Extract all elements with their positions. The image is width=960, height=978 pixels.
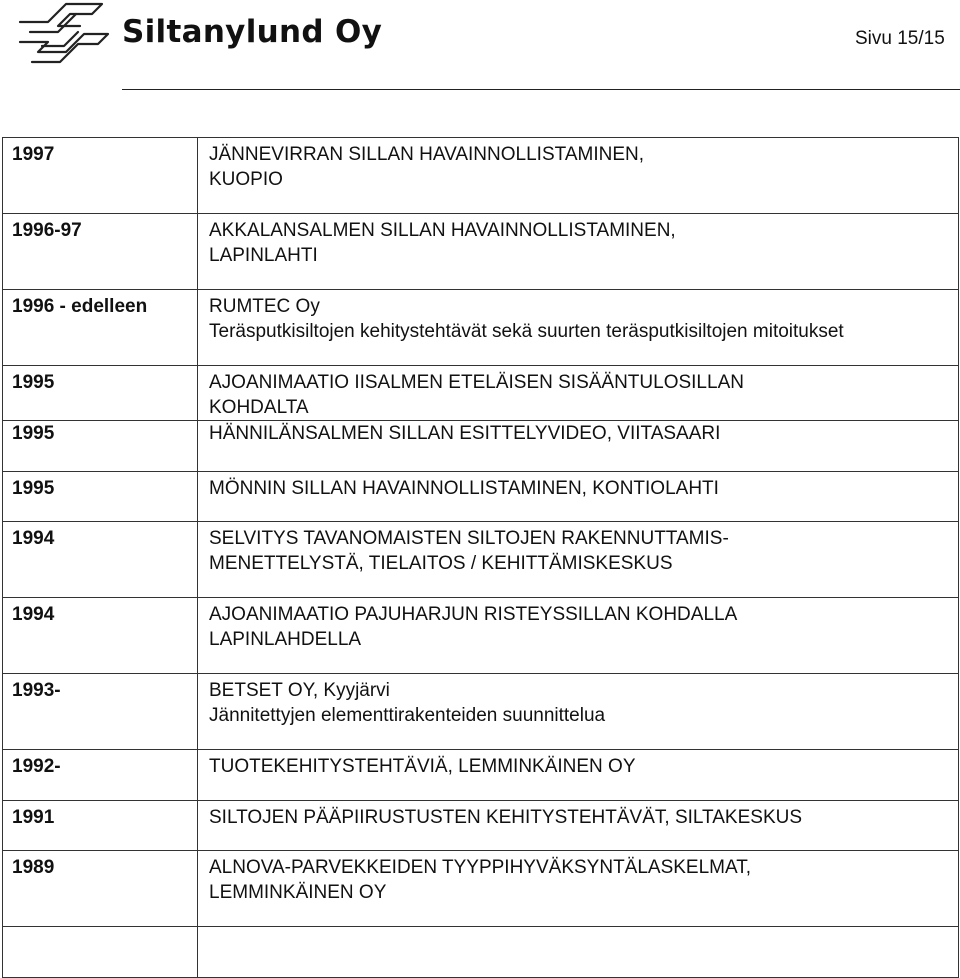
description-cell bbox=[198, 366, 959, 421]
description-line: SELVITYS TAVANOMAISTEN SILTOJEN RAKENNUTTAMIS- bbox=[209, 528, 729, 549]
description-line: Jännitettyjen elementtirakenteiden suunnittelua bbox=[209, 705, 606, 726]
year-text: 1991 bbox=[12, 807, 55, 828]
year-text: 1989 bbox=[12, 857, 55, 878]
description-line: KOHDALTA bbox=[209, 397, 309, 418]
description-cell bbox=[198, 472, 959, 522]
description-cell bbox=[198, 851, 959, 927]
description-line: BETSET OY, Kyyjärvi bbox=[209, 680, 390, 701]
year-text: 1995 bbox=[12, 372, 55, 393]
description-line: LAPINLAHDELLA bbox=[209, 629, 362, 650]
description-line: LEMMINKÄINEN OY bbox=[209, 882, 387, 903]
description-cell bbox=[198, 214, 959, 290]
description-line: MENETTELYSTÄ, TIELAITOS / KEHITTÄMISKESKUS bbox=[209, 553, 673, 574]
year-cell bbox=[3, 214, 198, 290]
year-cell bbox=[3, 290, 198, 366]
year-text: 1995 bbox=[12, 423, 55, 444]
reference-table bbox=[2, 137, 959, 978]
description-line: AJOANIMAATIO PAJUHARJUN RISTEYSSILLAN KOHDALLA bbox=[209, 604, 738, 625]
year-text: 1997 bbox=[12, 144, 55, 165]
year-cell bbox=[3, 522, 198, 598]
description-line: JÄNNEVIRRAN SILLAN HAVAINNOLLISTAMINEN, bbox=[209, 144, 644, 165]
table-row bbox=[3, 927, 959, 978]
description-cell bbox=[198, 290, 959, 366]
header-divider bbox=[122, 89, 960, 90]
table-row bbox=[3, 421, 959, 472]
year-cell bbox=[3, 598, 198, 674]
table-row bbox=[3, 801, 959, 851]
table-row bbox=[3, 214, 959, 290]
year-cell bbox=[3, 366, 198, 421]
description-cell bbox=[198, 522, 959, 598]
description-line: AKKALANSALMEN SILLAN HAVAINNOLLISTAMINEN, bbox=[209, 220, 676, 241]
description-line: AJOANIMAATIO IISALMEN ETELÄISEN SISÄÄNTULOSILLAN bbox=[209, 372, 744, 393]
year-text: 1994 bbox=[12, 604, 55, 625]
description-line: ALNOVA-PARVEKKEIDEN TYYPPIHYVÄKSYNTÄLASKELMAT, bbox=[209, 857, 752, 878]
description-cell bbox=[198, 138, 959, 214]
description-cell bbox=[198, 421, 959, 472]
year-text: 1992- bbox=[12, 756, 61, 777]
description-line: KUOPIO bbox=[209, 169, 283, 190]
table-row bbox=[3, 750, 959, 801]
table-row bbox=[3, 674, 959, 750]
year-cell bbox=[3, 421, 198, 472]
description-line: HÄNNILÄNSALMEN SILLAN ESITTELYVIDEO, VIITASAARI bbox=[209, 423, 721, 444]
description-line: Teräsputkisiltojen kehitystehtävät sekä suurten teräsputkisiltojen mitoitukset bbox=[209, 321, 844, 342]
description-cell bbox=[198, 598, 959, 674]
description-line: SILTOJEN PÄÄPIIRUSTUSTEN KEHITYSTEHTÄVÄT, SILTAKESKUS bbox=[209, 807, 803, 828]
year-text: 1994 bbox=[12, 528, 55, 549]
table-row bbox=[3, 598, 959, 674]
siltanylund-logo-icon bbox=[18, 2, 110, 68]
year-cell bbox=[3, 927, 198, 978]
table-row bbox=[3, 522, 959, 598]
table-row bbox=[3, 851, 959, 927]
year-text: 1996 - edelleen bbox=[12, 296, 148, 317]
table-row bbox=[3, 290, 959, 366]
description-line: MÖNNIN SILLAN HAVAINNOLLISTAMINEN, KONTIOLAHTI bbox=[209, 478, 719, 499]
year-text: 1993- bbox=[12, 680, 61, 701]
year-cell bbox=[3, 851, 198, 927]
year-text: 1995 bbox=[12, 478, 55, 499]
year-cell bbox=[3, 472, 198, 522]
description-line: TUOTEKEHITYSTEHTÄVIÄ, LEMMINKÄINEN OY bbox=[209, 756, 636, 777]
table-row bbox=[3, 366, 959, 421]
description-line: RUMTEC Oy bbox=[209, 296, 320, 317]
year-cell bbox=[3, 801, 198, 851]
table-row bbox=[3, 138, 959, 214]
table-row bbox=[3, 472, 959, 522]
page-header bbox=[0, 0, 960, 90]
description-cell bbox=[198, 801, 959, 851]
description-cell bbox=[198, 927, 959, 978]
year-cell bbox=[3, 674, 198, 750]
year-cell bbox=[3, 138, 198, 214]
year-text: 1996-97 bbox=[12, 220, 82, 241]
year-cell bbox=[3, 750, 198, 801]
description-line: LAPINLAHTI bbox=[209, 245, 318, 266]
description-cell bbox=[198, 750, 959, 801]
company-name: Siltanylund Oy bbox=[122, 14, 383, 50]
description-cell bbox=[198, 674, 959, 750]
page-number: Sivu 15/15 bbox=[855, 28, 945, 49]
